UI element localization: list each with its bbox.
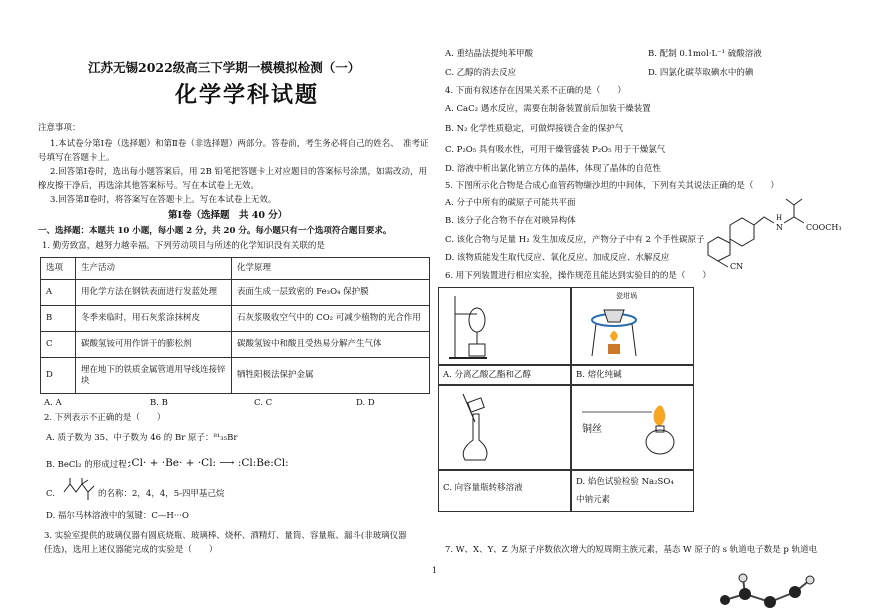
subject-title: 化学学科试题 (175, 82, 320, 108)
q6-option-b: B. 熔化纯碱 (576, 370, 622, 380)
q6-cell-c-text (438, 470, 571, 512)
q3-stem-line2: 任选)，选用上述仪器能完成的实验是（ ） (44, 545, 218, 555)
separatory-funnel-icon (447, 292, 507, 362)
molecule-structure-icon (700, 195, 840, 275)
molecule-label-n: N (776, 223, 783, 232)
q4-option-b: B. N₂ 化学性质稳定，可做焊接镁合金的保护气 (445, 124, 624, 134)
q7-stem: 7. W、X、Y、Z 为原子序数依次增大的短周期主族元素，基态 W 原子的 s 轨道电子数是 p 轨道电 (445, 545, 818, 555)
q3-option-b: B. 配制 0.1mol·L⁻¹ 硫酸溶液 (648, 49, 762, 59)
q5-option-c: C. 该化合物与足量 H₂ 发生加成反应，产物分子中有 2 个手性碳原子 (445, 235, 705, 245)
q4-stem: 4. 下面有叙述存在因果关系不正确的是（ ） (445, 86, 626, 96)
q3-stem-line1: 3. 实验室提供的玻璃仪器有圆底烧瓶、玻璃棒、烧杯、酒精灯、量筒、容量瓶、漏斗(非玻璃仪器 (44, 531, 407, 541)
section-instruction: 一、选择题：本题共 10 小题，每小题 2 分，共 20 分。每小题只有一个选项符合题目要求。 (38, 226, 392, 236)
table-cell: D (41, 358, 76, 394)
table-cell: 牺牲阳极法保护金属 (232, 358, 430, 394)
q3-option-d: D. 四氯化碳萃取碘水中的碘 (648, 68, 754, 78)
note-line: 2.回答第Ⅰ卷时，选出每小题答案后，用 2B 铅笔把答题卡上对应题目的答案标号涂黑，如需改动，用 (50, 167, 428, 177)
copper-wire-label: 铜丝 (582, 424, 602, 435)
table-header: 选项 (41, 258, 76, 280)
q1-choice-d: D. D (356, 398, 375, 408)
table-row (41, 358, 430, 394)
note-line: 号填写在答题卡上。 (38, 153, 115, 163)
q1-choice-b: B. B (150, 398, 168, 408)
q6-cell-d-image (571, 385, 694, 470)
q6-option-a: A. 分离乙酸乙酯和乙醇 (443, 370, 532, 380)
q6-option-d-line1: D. 焰色试验检验 Na₂SO₄ (576, 477, 674, 487)
q2-option-b-label: B. BeCl₂ 的形成过程： (46, 460, 136, 470)
q6-cell-c-image (438, 385, 571, 470)
q1-choice-a: A. A (44, 398, 62, 408)
table-cell: C (41, 332, 76, 358)
table-header: 化学原理 (232, 258, 430, 280)
table-row (41, 258, 430, 280)
table-cell: 用化学方法在钢铁表面进行发蓝处理 (76, 280, 232, 306)
q6-cell-d-text (571, 470, 694, 512)
table-cell: 埋在地下的铁质金属管道用导线连接锌块 (76, 358, 232, 394)
table-header: 生产活动 (76, 258, 232, 280)
q6-cell-a-image (438, 287, 571, 365)
q6-option-d-line2: 中钠元素 (576, 495, 611, 505)
table-row (41, 280, 430, 306)
q2-stem: 2. 下列表示不正确的是（ ） (44, 413, 166, 423)
crucible-label: 瓷坩埚 (616, 292, 637, 300)
q2-option-b-formula: :Cl· + ·Be· + ·Cl: ⟶ :Cl:Be:Cl: (128, 457, 289, 469)
q5-option-a: A. 分子中所有的碳原子可能共平面 (445, 198, 576, 208)
volumetric-flask-icon (451, 392, 501, 466)
q5-stem: 5. 下图所示化合物是合成心血管药物缬沙坦的中间体，下列有关其说法正确的是（ ） (445, 181, 779, 191)
q1-table (40, 257, 430, 394)
q6-cell-b-image (571, 287, 694, 365)
q4-option-c: C. P₂O₅ 具有吸水性，可用干燥管盛装 P₂O₅ 用于干燥氯气 (445, 145, 666, 155)
q3-option-c: C. 乙醇的消去反应 (445, 68, 517, 78)
table-cell: 碳酸氢铵可用作饼干的膨松剂 (76, 332, 232, 358)
table-row (41, 306, 430, 332)
skeletal-structure-icon (62, 478, 96, 502)
table-cell: A (41, 280, 76, 306)
table-cell: 石灰浆吸收空气中的 CO₂ 可减少植物的光合作用 (232, 306, 430, 332)
molecule-label-cn: CN (730, 262, 744, 271)
section-heading: 第Ⅰ卷（选择题 共 40 分） (168, 210, 288, 221)
q2-option-d: D. 福尔马林溶液中的氢键：C—H···O (46, 511, 189, 521)
q2-option-c-label: C. (46, 489, 55, 499)
q6-option-c: C. 向容量瓶转移溶液 (443, 483, 523, 493)
q1-choice-c: C. C (254, 398, 273, 408)
q5-option-d: D. 该物质能发生取代反应、氧化反应、加成反应、水解反应 (445, 253, 670, 263)
molecule-label-ester: COOCH₃ (806, 223, 842, 232)
table-cell: 表面生成一层致密的 Fe₃O₄ 保护膜 (232, 280, 430, 306)
q4-option-d: D. 溶液中析出氯化钠立方体的晶体，体现了晶体的自范性 (445, 164, 661, 174)
note-line: 3.回答第Ⅱ卷时，将答案写在答题卡上。写在本试卷上无效。 (50, 195, 277, 205)
q3-option-a: A. 重结晶法提纯苯甲酸 (445, 49, 534, 59)
table-cell: 冬季来临时，用石灰浆涂抹树皮 (76, 306, 232, 332)
note-line: 1.本试卷分第Ⅰ卷（选择题）和第Ⅱ卷（非选择题）两部分。答卷前，考生务必将自己的姓名、 准考证 (50, 139, 429, 149)
molecule-ball-stick-icon (715, 572, 825, 612)
note-line: 橡皮擦干净后，再选涂其他答案标号。写在本试卷上无效。 (38, 181, 260, 191)
exam-title: 江苏无锡2022级高三下学期一模模拟检测（一） (88, 60, 361, 75)
page-number: 1 (432, 566, 438, 575)
q5-option-b: B. 该分子化合物不存在对映异构体 (445, 216, 576, 226)
table-cell: 碳酸氢铵中和酸且受热易分解产生气体 (232, 332, 430, 358)
notes-heading: 注意事项： (38, 123, 81, 133)
q4-option-a: A. CaC₂ 遇水反应，需要在制备装置前后加装干燥装置 (445, 104, 651, 114)
q6-stem: 6. 用下列装置进行相应实验，操作规范且能达到实验目的的是（ ） (445, 271, 711, 281)
molecule-label-h: H (776, 214, 783, 222)
q6-cell-b-text (571, 365, 694, 385)
crucible-heating-icon (584, 296, 654, 362)
q6-cell-a-text (438, 365, 571, 385)
q2-option-c-text: 的名称：2，4，4，5-四甲基己烷 (98, 489, 225, 499)
q2-option-a: A. 质子数为 35、中子数为 46 的 Br 原子：⁸¹₃₅Br (46, 433, 238, 443)
table-row (41, 332, 430, 358)
q1-stem: 1. 勤劳致富，越努力越幸福。下列劳动项目与所述的化学知识没有关联的是 (42, 241, 325, 251)
table-cell: B (41, 306, 76, 332)
